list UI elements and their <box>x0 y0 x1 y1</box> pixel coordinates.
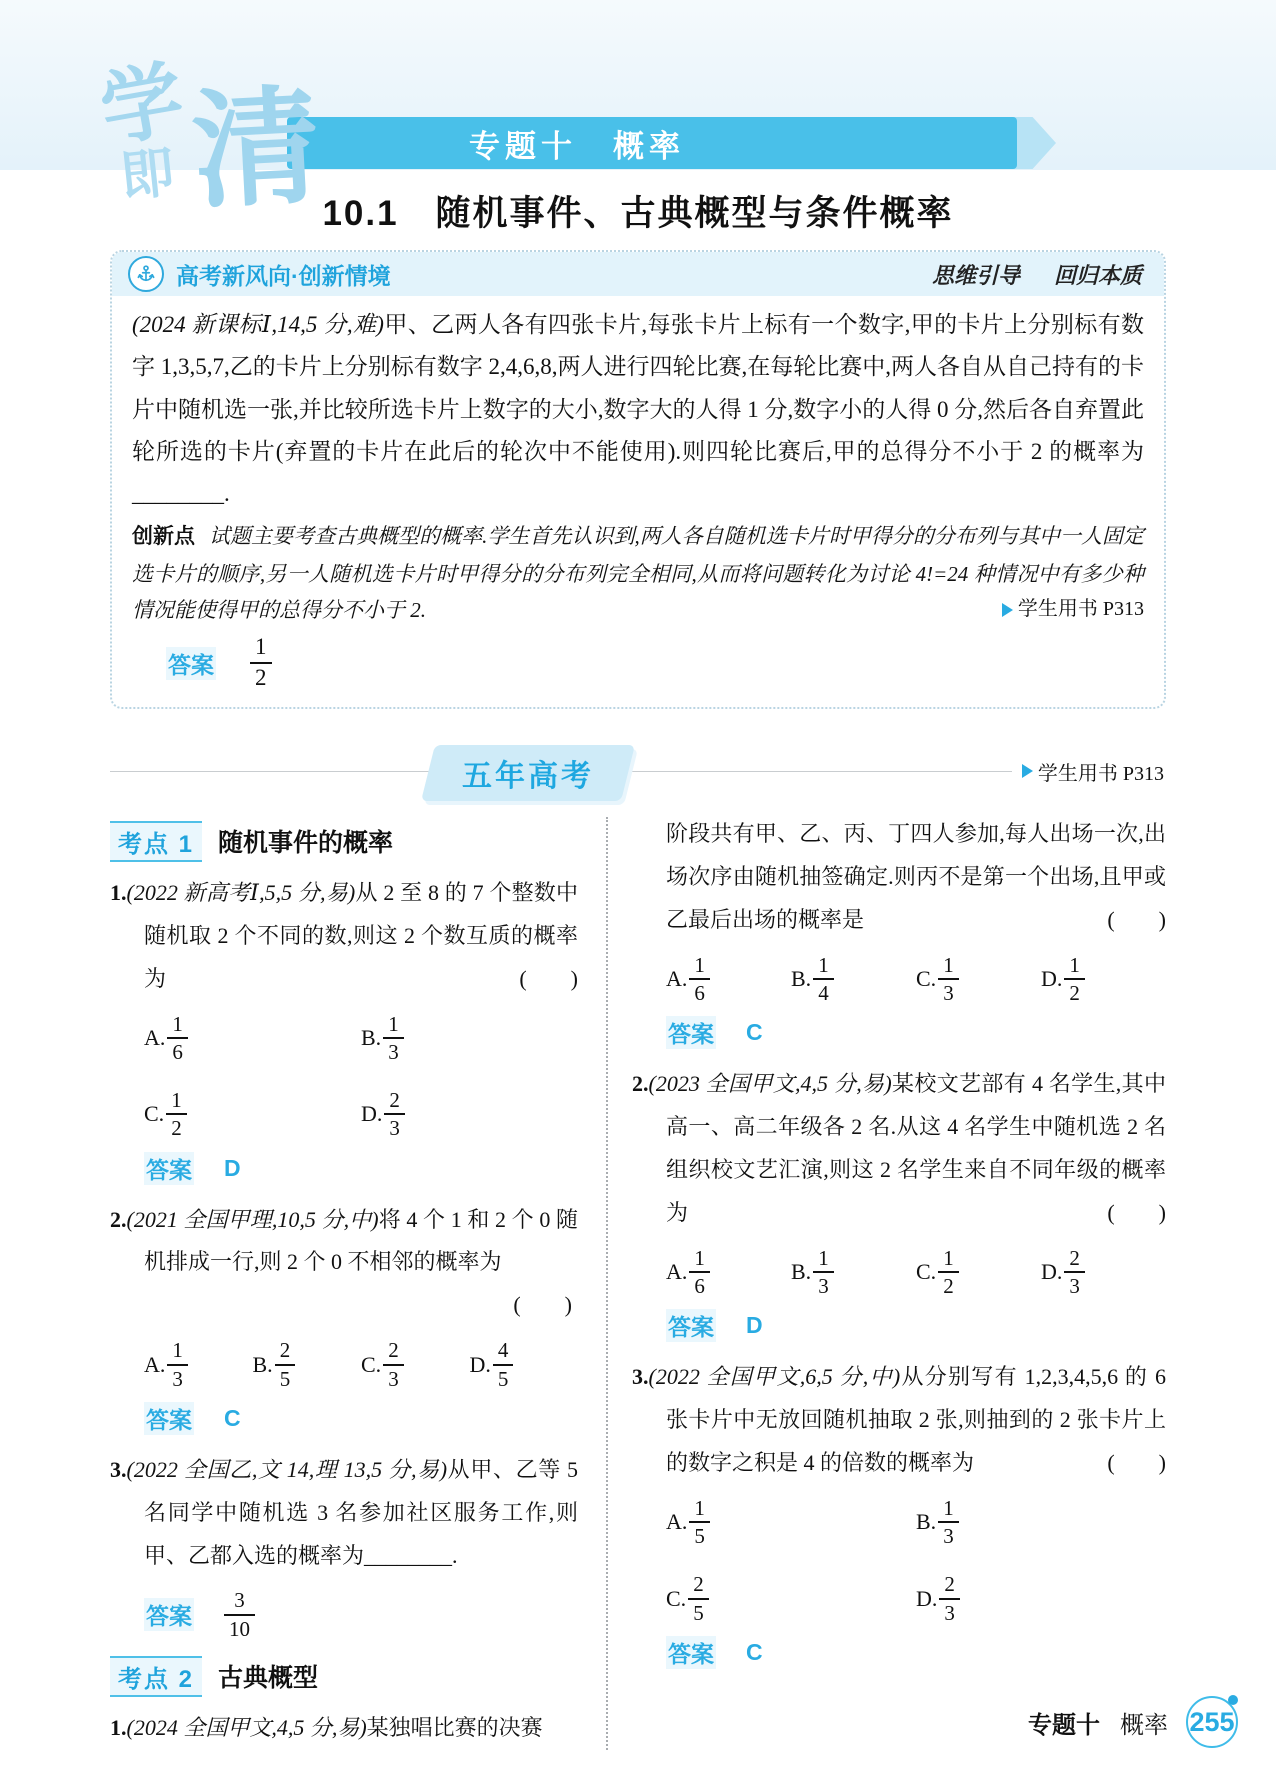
problem-body: 某校文艺部有 4 名学生,其中高一、高二年级各 2 名.从这 4 名学生中随机选 2 名组织校文艺汇演,则这 2 名学生来自不同年级的概率为 <box>666 1071 1166 1225</box>
answer-bracket: ( ) <box>519 965 578 991</box>
option-label: A. <box>144 1351 166 1377</box>
innovation-box-header <box>112 252 1164 296</box>
fraction <box>250 633 272 693</box>
fraction-denominator: 5 <box>693 1600 704 1625</box>
fraction-denominator: 6 <box>172 1039 183 1064</box>
fraction <box>224 1587 255 1642</box>
badge-dot <box>1228 1695 1238 1705</box>
option-label: A. <box>666 965 688 991</box>
student-book-ref-text: 学生用书 P313 <box>1017 598 1144 621</box>
option <box>916 1571 1166 1626</box>
problem <box>110 872 578 1001</box>
option <box>1041 952 1166 1007</box>
fraction <box>939 1571 960 1626</box>
fraction-denominator: 2 <box>943 1273 954 1298</box>
answer-value: D <box>224 1154 241 1181</box>
anchor-icon <box>128 256 164 292</box>
fraction-numerator: 1 <box>167 1337 188 1365</box>
kaodian-title: 古典概型 <box>218 1664 319 1693</box>
fraction-denominator: 3 <box>818 1273 829 1298</box>
fraction-numerator: 1 <box>813 1245 834 1273</box>
problem-body: 从分别写有 1,2,3,4,5,6 的 6 张卡片中无放回随机抽取 2 张,则抽到的 2 张卡片上的数字之积是 4 的倍数的概率为 <box>666 1364 1166 1475</box>
page-footer <box>1028 1696 1238 1748</box>
option-label: B. <box>361 1024 382 1050</box>
answer-row <box>632 1016 1166 1049</box>
problem-source: (2022 新高考Ⅰ,5,5 分,易) <box>126 879 356 905</box>
kaodian-label: 考点 1 <box>110 821 202 862</box>
option-label: A. <box>666 1258 688 1284</box>
fraction-denominator: 3 <box>943 1524 954 1549</box>
logo-char: 即 <box>117 142 178 208</box>
fraction-denominator: 10 <box>229 1616 250 1641</box>
problem-body: 将 4 个 1 和 2 个 0 随机排成一行,则 2 个 0 不相邻的概率为 <box>144 1206 578 1275</box>
fraction-numerator: 1 <box>383 1011 404 1039</box>
fraction <box>938 952 959 1007</box>
problem <box>110 1449 578 1578</box>
column-divider <box>606 817 608 1750</box>
problem-body: 从 2 至 8 的 7 个整数中随机取 2 个不同的数,则这 2 个数互质的概率为 <box>144 879 578 991</box>
fraction-numerator: 3 <box>224 1587 255 1615</box>
problem-number: 3. <box>110 1456 127 1482</box>
option-label: D. <box>1041 1258 1063 1284</box>
kaodian-heading <box>110 1656 578 1697</box>
option-label: A. <box>144 1024 166 1050</box>
option <box>361 1011 578 1066</box>
problem <box>632 1063 1166 1235</box>
problem-source: (2021 全国甲理,10,5 分,中) <box>126 1206 379 1232</box>
arrow-icon <box>1002 603 1013 617</box>
answer-bracket: ( ) <box>513 1292 572 1318</box>
fraction-numerator: 1 <box>813 952 834 980</box>
answer-bracket: ( ) <box>1107 906 1166 932</box>
fraction-numerator: 2 <box>1064 1245 1085 1273</box>
brand-logo <box>93 40 325 240</box>
fraction-numerator: 2 <box>939 1571 960 1599</box>
fraction <box>167 1011 188 1066</box>
fraction <box>813 1245 834 1300</box>
option <box>361 1087 578 1142</box>
problem-number: 3. <box>632 1364 649 1390</box>
option <box>470 1337 579 1392</box>
chapter-banner-title: 专题十 概率 <box>469 128 685 164</box>
two-column-layout <box>110 813 1166 1750</box>
fraction <box>384 1087 405 1142</box>
logo-char: 学 <box>93 53 191 158</box>
option-label: D. <box>1041 965 1063 991</box>
answer-value: C <box>224 1404 241 1431</box>
fraction-denominator: 3 <box>1069 1273 1080 1298</box>
option <box>916 1495 1166 1550</box>
fraction <box>938 1245 959 1300</box>
option-label: D. <box>361 1101 383 1127</box>
option <box>791 952 916 1007</box>
problem <box>110 1707 578 1750</box>
right-tag-2: 回归本质 <box>1053 262 1142 288</box>
answer-label: 答案 <box>666 1016 716 1049</box>
options-row <box>632 1495 1166 1626</box>
option <box>144 1087 361 1142</box>
fraction-denominator: 6 <box>694 1273 705 1298</box>
fraction-numerator: 1 <box>938 1495 959 1523</box>
problem-number: 1. <box>110 879 127 905</box>
innovation-box-right-tags <box>932 259 1148 290</box>
innovation-point-label: 创新点 <box>132 524 196 548</box>
options-row <box>632 952 1166 1007</box>
fraction-denominator: 5 <box>497 1366 509 1391</box>
answer-value: D <box>746 1312 763 1339</box>
section-banner-badge <box>421 745 635 801</box>
answer-row <box>110 1402 578 1435</box>
option <box>916 1245 1041 1300</box>
problem-body: 甲、乙两人各有四张卡片,每张卡片上标有一个数字,甲的卡片上分别标有数字 1,3,5,7,乙的卡片上分别标有数字 2,4,6,8,两人进行四轮比赛,在每轮比赛中,两人各自从自己持有的卡片中随机选一张,并比较所选卡片上数字的大小,数字大的人得 1 分,数字小的人得 0 分,然后各自弃置此轮所选的卡片(弃置的卡片在此后的轮次中不能使用).则四轮比赛后,甲的总得分不小于 2 的概率为________. <box>132 312 1145 507</box>
answer-label: 答案 <box>666 1309 716 1342</box>
problem-body: 阶段共有甲、乙、丙、丁四人参加,每人出场一次,出场次序由随机抽签确定.则丙不是第一个出场,且甲或乙最后出场的概率是 <box>666 820 1166 932</box>
option-label: B. <box>791 965 812 991</box>
innovation-box-tag: 高考新风向·创新情境 <box>176 262 391 289</box>
section-banner-title: 五年高考 <box>462 759 594 793</box>
answer-row <box>632 1309 1166 1342</box>
kaodian-label: 考点 2 <box>110 1656 202 1697</box>
fraction-numerator: 1 <box>250 633 272 664</box>
option-label: B. <box>916 1509 937 1535</box>
options-row <box>110 1011 578 1142</box>
fraction-numerator: 1 <box>689 1245 710 1273</box>
fraction <box>689 1495 710 1550</box>
fraction <box>689 1245 710 1300</box>
student-book-ref <box>1012 757 1166 786</box>
answer-label: 答案 <box>166 647 216 680</box>
fraction <box>938 1495 959 1550</box>
fraction-denominator: 2 <box>171 1116 182 1141</box>
answer-row <box>112 629 1164 707</box>
fraction-numerator: 2 <box>383 1337 404 1365</box>
options-row <box>110 1337 578 1392</box>
option-label: D. <box>916 1585 938 1611</box>
problem <box>632 1356 1166 1485</box>
page-number-badge <box>1186 1696 1238 1748</box>
answer-label: 答案 <box>666 1636 716 1669</box>
answer-bracket: ( ) <box>1107 1449 1166 1475</box>
option <box>144 1337 253 1392</box>
fraction <box>689 952 710 1007</box>
right-column <box>632 813 1166 1750</box>
options-row <box>632 1245 1166 1300</box>
option-label: C. <box>361 1351 382 1377</box>
problem-body: 某独唱比赛的决赛 <box>366 1714 543 1740</box>
fraction-denominator: 3 <box>943 980 954 1005</box>
fraction-numerator: 1 <box>166 1087 187 1115</box>
option <box>361 1337 470 1392</box>
fraction <box>166 1087 187 1142</box>
fraction-denominator: 5 <box>694 1524 705 1549</box>
fraction-numerator: 1 <box>689 952 710 980</box>
option-label: A. <box>666 1509 688 1535</box>
option-label: C. <box>666 1585 687 1611</box>
problem-source: (2024 全国甲文,4,5 分,易) <box>126 1714 367 1740</box>
answer-bracket: ( ) <box>1107 1199 1166 1225</box>
arrow-icon <box>1022 764 1033 778</box>
fraction-denominator: 3 <box>388 1366 399 1391</box>
fraction-numerator: 4 <box>493 1337 514 1365</box>
left-column <box>110 813 578 1750</box>
option-label: C. <box>144 1101 165 1127</box>
fraction-numerator: 1 <box>167 1011 188 1039</box>
problem-source: (2023 全国甲文,4,5 分,易) <box>648 1071 892 1097</box>
fraction <box>383 1011 404 1066</box>
fraction-denominator: 3 <box>172 1366 183 1391</box>
option <box>1041 1245 1166 1300</box>
option-label: C. <box>916 1258 937 1284</box>
fraction-numerator: 2 <box>275 1337 296 1365</box>
fraction <box>813 952 834 1007</box>
page-title: 10.1 随机事件、古典概型与条件概率 <box>322 194 954 233</box>
option-label: B. <box>791 1258 812 1284</box>
problem-source: (2022 全国甲文,6,5 分,中) <box>648 1364 901 1390</box>
fraction-denominator: 5 <box>279 1366 291 1391</box>
option <box>916 952 1041 1007</box>
fraction <box>383 1337 404 1392</box>
fraction-numerator: 1 <box>938 1245 959 1273</box>
fraction <box>493 1337 514 1392</box>
answer-row <box>110 1152 578 1185</box>
page-number: 255 <box>1189 1706 1235 1737</box>
answer-value: C <box>746 1638 763 1665</box>
problem-source: (2024 新课标Ⅰ,14,5 分,难) <box>132 312 384 337</box>
problem-source: (2022 全国乙,文 14,理 13,5 分,易) <box>126 1456 448 1482</box>
problem-number: 2. <box>110 1206 127 1232</box>
fraction <box>167 1337 188 1392</box>
option-label: B. <box>252 1351 273 1377</box>
innovation-point-text: 试题主要考查古典概型的概率.学生首先认识到,两人各自随机选卡片时甲得分的分布列与其中一人固定选卡片的顺序,另一人随机选卡片时甲得分的分布列完全相同,从而将问题转化为讨论 4!=24 种情况中有多少种情况能使得甲的总得分不小于 2. <box>132 523 1144 623</box>
fraction-denominator: 3 <box>388 1039 399 1064</box>
student-book-ref-text: 学生用书 P313 <box>1037 762 1164 785</box>
innovation-box <box>110 250 1166 709</box>
fraction-numerator: 2 <box>688 1571 709 1599</box>
problem-number: 2. <box>632 1071 649 1097</box>
problem <box>110 1199 578 1328</box>
option-label: D. <box>469 1351 491 1377</box>
fraction-denominator: 2 <box>255 665 267 691</box>
fraction-numerator: 1 <box>1064 952 1085 980</box>
answer-value: C <box>746 1019 763 1046</box>
option <box>253 1337 362 1392</box>
chapter-banner <box>287 117 1017 169</box>
problem-body: 从甲、乙等 5 名同学中随机选 3 名参加社区服务工作,则甲、乙都入选的概率为________. <box>144 1456 578 1568</box>
fraction-numerator: 1 <box>938 952 959 980</box>
footer-chapter: 专题十 <box>1028 1711 1100 1739</box>
section-banner-rule <box>110 771 1166 772</box>
option <box>666 1245 791 1300</box>
fraction <box>1064 1245 1085 1300</box>
page-content <box>0 250 1276 1750</box>
option <box>666 1495 916 1550</box>
innovation-point <box>112 516 1164 630</box>
logo-char: 清 <box>188 75 325 225</box>
fraction <box>1064 952 1085 1007</box>
problem-number: 1. <box>110 1714 127 1740</box>
answer-label: 答案 <box>144 1152 194 1185</box>
footer-section: 概率 <box>1120 1711 1168 1739</box>
fraction-denominator: 3 <box>944 1600 955 1625</box>
fraction-numerator: 2 <box>384 1087 405 1115</box>
fraction-denominator: 4 <box>818 980 829 1005</box>
answer-label: 答案 <box>144 1402 194 1435</box>
option-label: C. <box>916 965 937 991</box>
featured-problem <box>112 296 1164 516</box>
right-tag-1: 思维引导 <box>931 262 1020 288</box>
answer-label: 答案 <box>144 1598 194 1631</box>
fraction-denominator: 2 <box>1069 980 1080 1005</box>
fraction-denominator: 3 <box>389 1116 400 1141</box>
answer-row <box>110 1587 578 1642</box>
option <box>144 1011 361 1066</box>
kaodian-heading <box>110 821 578 862</box>
fraction-denominator: 6 <box>694 980 705 1005</box>
option <box>791 1245 916 1300</box>
option <box>666 952 791 1007</box>
fraction <box>275 1337 296 1392</box>
fraction <box>688 1571 709 1626</box>
answer-row <box>632 1636 1166 1669</box>
section-banner <box>110 739 1166 805</box>
problem-continuation <box>632 813 1166 942</box>
student-book-ref <box>1002 592 1144 627</box>
option <box>666 1571 916 1626</box>
kaodian-title: 随机事件的概率 <box>218 829 394 858</box>
fraction-numerator: 1 <box>689 1495 710 1523</box>
